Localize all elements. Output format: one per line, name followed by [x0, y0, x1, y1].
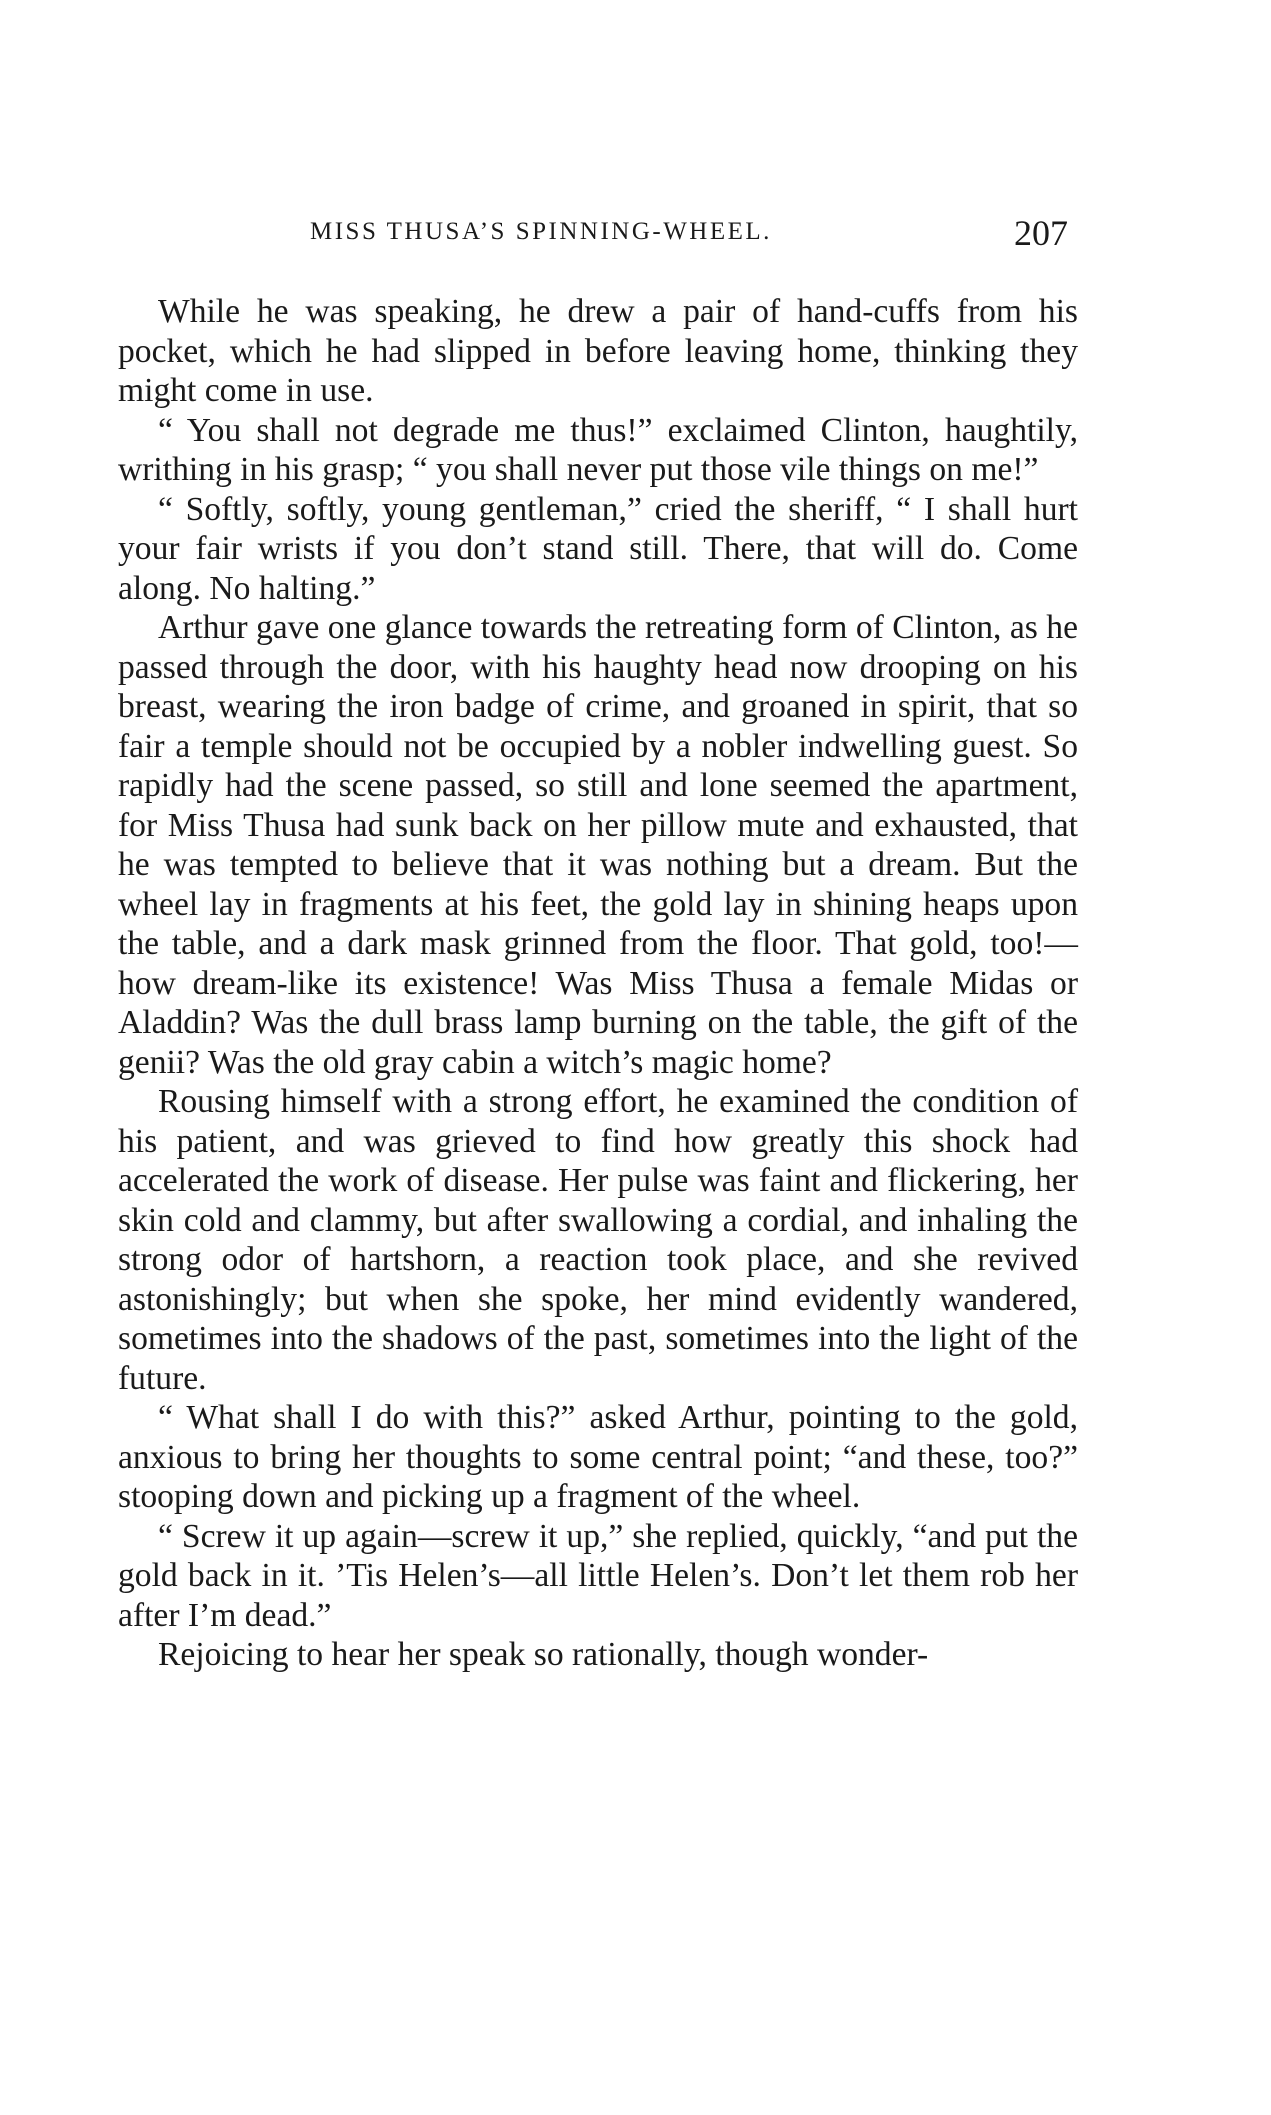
- paragraph-rejoicing: Rejoicing to hear her speak so rationally, though wonder-: [158, 1636, 929, 1673]
- running-title: MISS THUSA’S SPINNING-WHEEL.: [310, 218, 772, 245]
- running-head: [120, 212, 1080, 252]
- paragraph-handcuffs: While he was speaking, he drew a pair of hand-cuffs from his pocket, which he had slipped in before leaving home, thinking they might come in use.: [118, 293, 1078, 409]
- paragraph-clinton-protest: “ You shall not degrade me thus!” exclaimed Clinton, haughtily, writhing in his grasp; “ you shall never put those vile things on me!”: [118, 411, 1078, 488]
- paragraph-what-shall-i-do: “ What shall I do with this?” asked Arthur, pointing to the gold, anxious to bring her thoughts to some central point; “and these, too?” stooping down and picking up a fragment of the wheel.: [118, 1399, 1078, 1515]
- paragraph-arthur-glance: Arthur gave one glance towards the retreating form of Clinton, as he passed through the door, with his haughty head now drooping on his breast, wearing the iron badge of crime, and groaned in spirit, that so fair a temple should not be occupied by a nobler indwelling guest. So rapidly had the scene passed, so still and lone seemed the apartment, for Miss Thusa had sunk back on her pillow mute and exhausted, that he was tempted to believe that it was nothing but a dream. But the wheel lay in fragments at his feet, the gold lay in shining heaps upon the table, and a dark mask grinned from the floor. That gold, too!—how dream-like its existence! Was Miss Thusa a female Midas or Aladdin? Was the dull brass lamp burning on the table, the gift of the genii? Was the old gray cabin a witch’s magic home?: [118, 609, 1078, 1081]
- paragraph-sheriff: “ Softly, softly, young gentleman,” cried the sheriff, “ I shall hurt your fair wrists if you don’t stand still. There, that will do. Come along. No halting.”: [118, 490, 1078, 607]
- body-text: [118, 292, 1078, 1675]
- page-number: 207: [1014, 213, 1068, 253]
- paragraph-rousing: Rousing himself with a strong effort, he examined the condition of his patient, and was grieved to find how greatly this shock had accelerated the work of disease. Her pulse was faint and flickering, her skin cold and clammy, but after swallowing a cordial, and inhaling the strong odor of hartshorn, a reaction took place, and she revived astonishingly; but when she spoke, her mind evidently wandered, sometimes into the shadows of the past, sometimes into the light of the future.: [118, 1083, 1078, 1397]
- paragraph-screw-it-up: “ Screw it up again—screw it up,” she replied, quickly, “and put the gold back in it. ’Tis Helen’s—all little Helen’s. Don’t let them rob her after I’m dead.”: [118, 1517, 1078, 1634]
